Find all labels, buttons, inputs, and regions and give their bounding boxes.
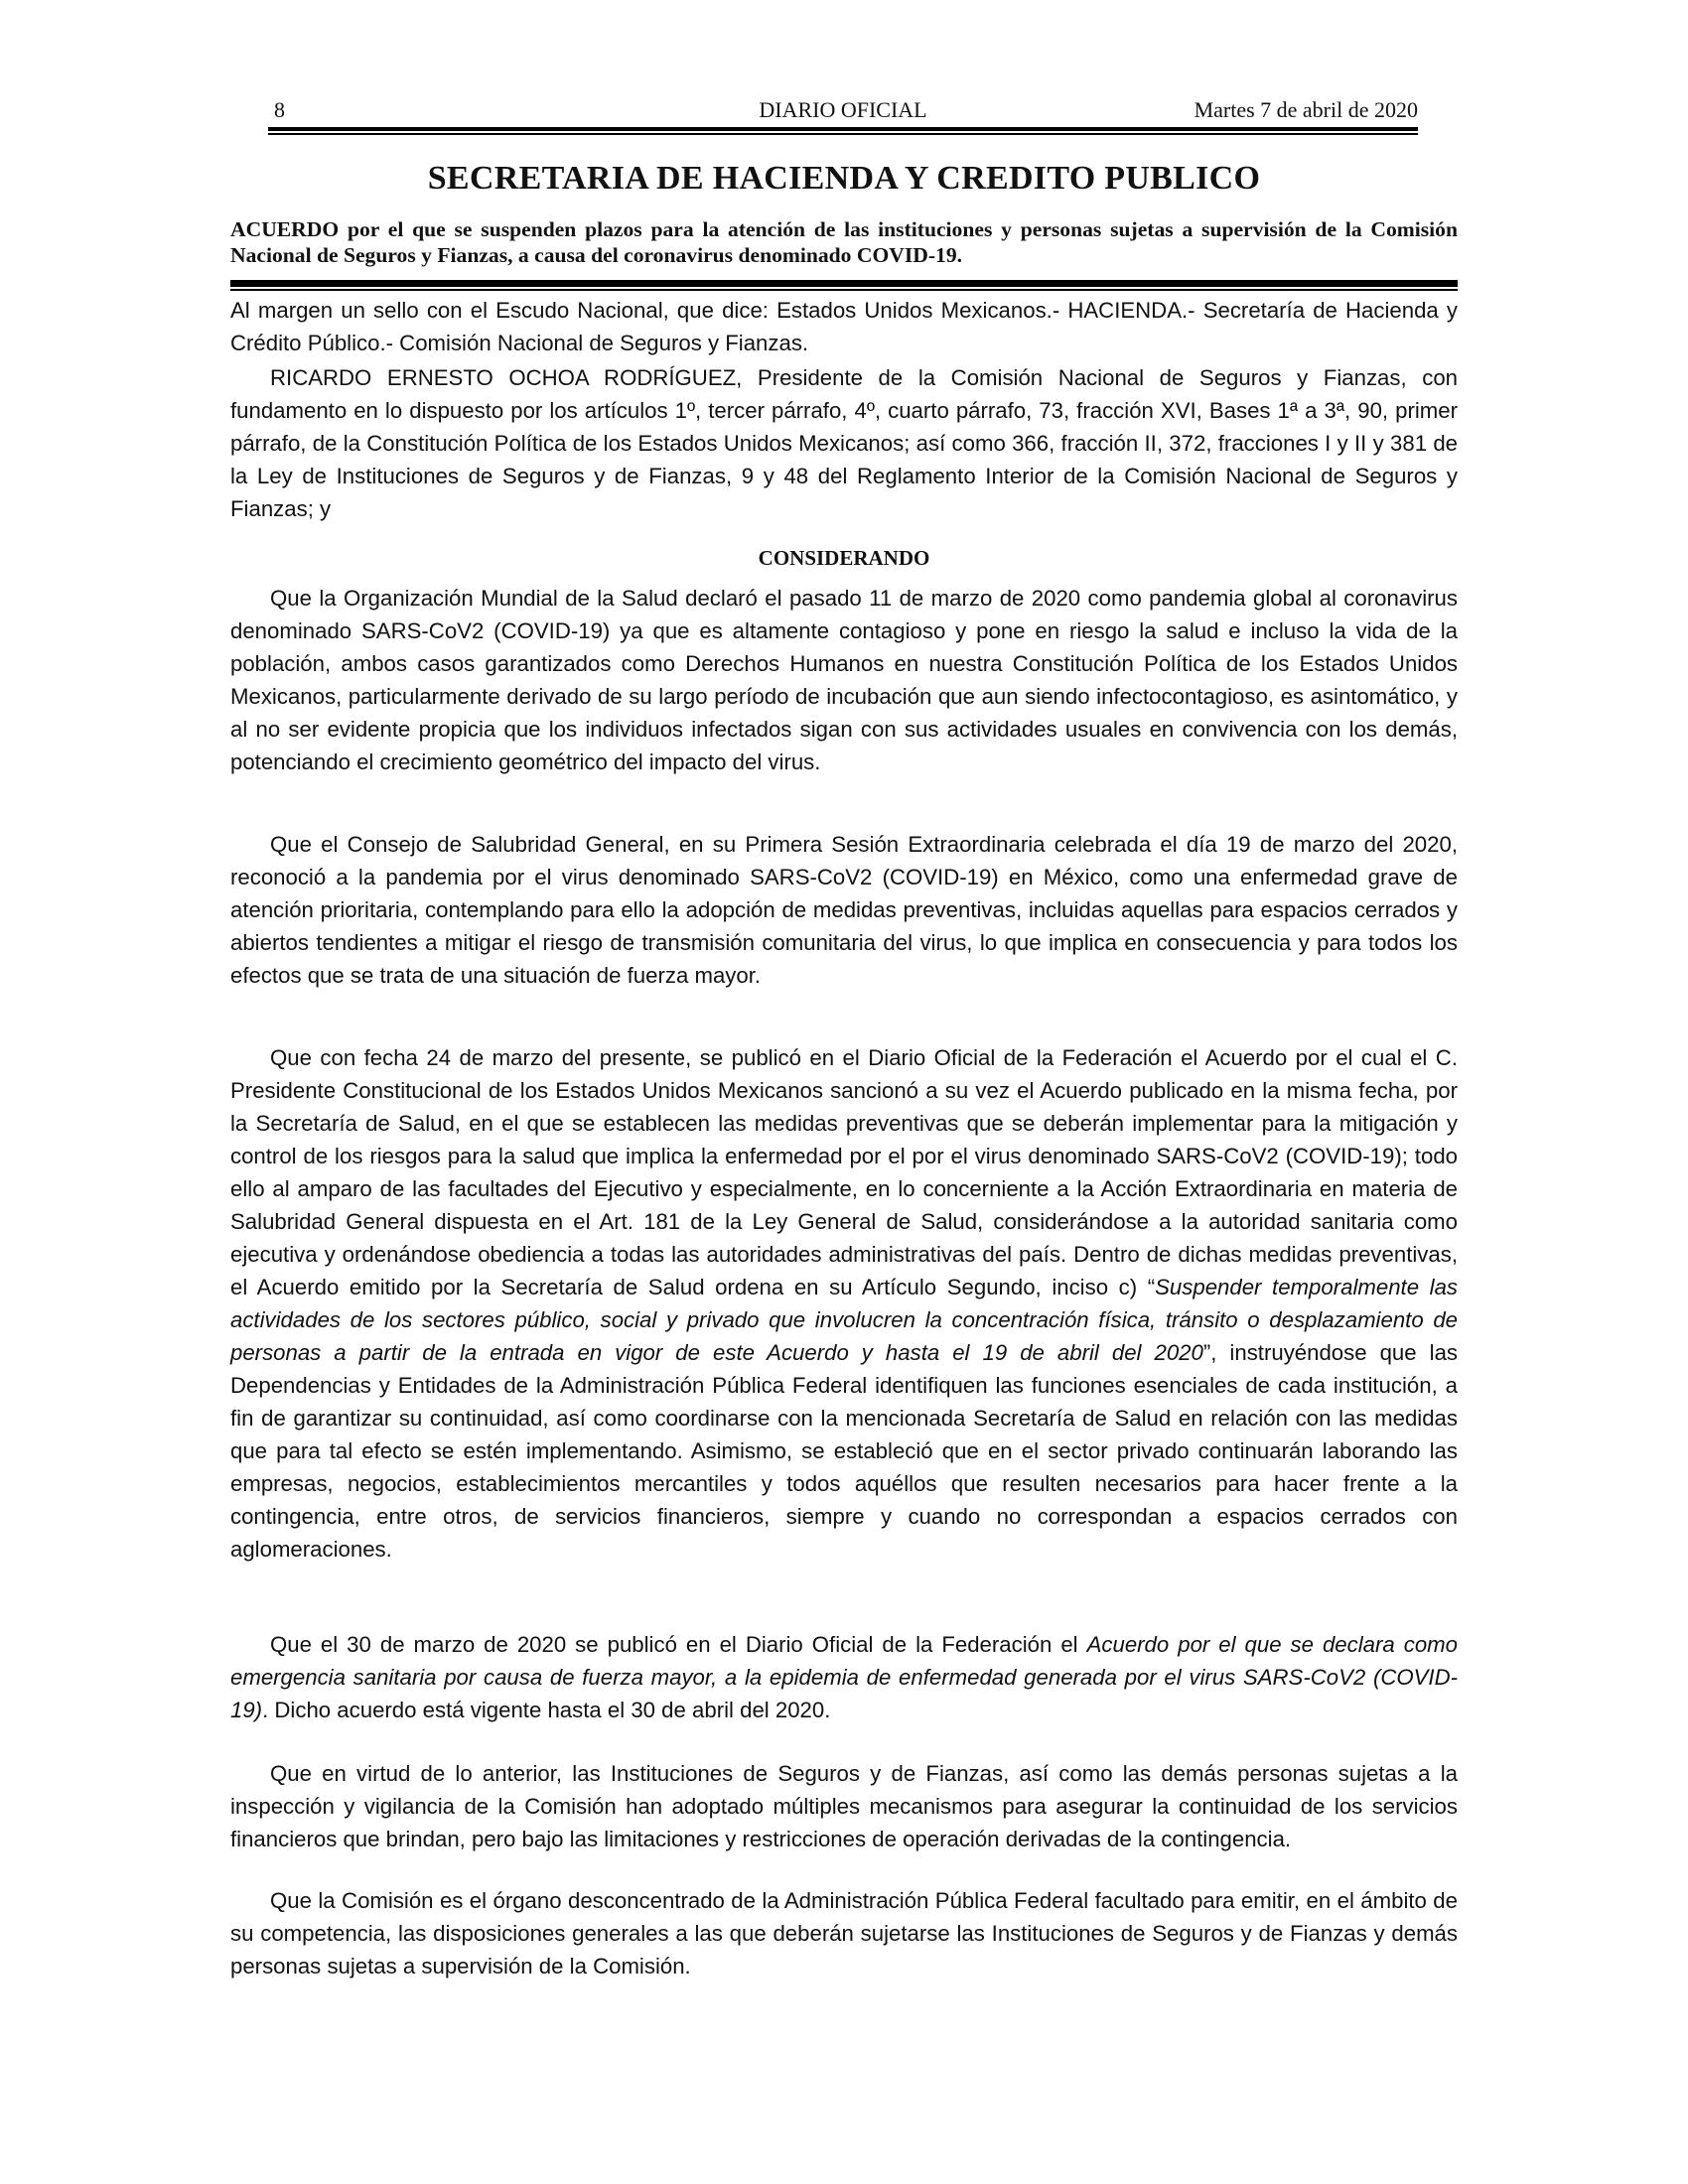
paragraph-3-quote: Suspender temporalmente las actividades de los sectores público, social y privado que involucren la concentración física, tránsito o desplazamiento de personas a partir de la entrada en vigor de este Acuerdo y hasta el 19 de abril del 2020 — [230, 1275, 1458, 1365]
paragraph-3 — [230, 1041, 1458, 1566]
header-double-rule — [268, 127, 1418, 135]
considerando-heading: CONSIDERANDO — [758, 546, 930, 570]
header-rule-thin — [268, 133, 1418, 135]
paragraph-1: Que la Organización Mundial de la Salud declaró el pasado 11 de marzo de 2020 como pandemia global al coronavirus denominado SARS-CoV2 (COVID-19) ya que es altamente contagioso y pone en riesgo la salud e incluso la vida de la población, ambos casos garantizados como Derechos Humanos en nuestra Constitución Política de los Estados Unidos Mexicanos, particularmente derivado de su largo período de incubación que aun siendo infectocontagioso, es asintomático, y al no ser evidente propicia que los individuos infectados sigan con sus actividades usuales en convivencia con los demás, potenciando el crecimiento geométrico del impacto del virus. — [230, 586, 1458, 774]
page-header — [268, 95, 1418, 125]
acuerdo-title: ACUERDO por el que se suspenden plazos para la atención de las instituciones y personas sujetas a supervisión de la Comisión Nacional de Seguros y Fianzas, a causa del coronavirus denominado COVID-19. — [230, 217, 1458, 267]
title-double-rule — [230, 280, 1458, 292]
page-number: 8 — [274, 97, 285, 122]
paragraph-6: Que la Comisión es el órgano desconcentrado de la Administración Pública Federal facultado para emitir, en el ámbito de su competencia, las disposiciones generales a las que deberán sujetarse las Instituciones de Seguros y de Fianzas y demás personas sujetas a supervisión de la Comisión. — [230, 1888, 1458, 1979]
paragraph-2: Que el Consejo de Salubridad General, en su Primera Sesión Extraordinaria celebrada el día 19 de marzo del 2020, reconoció a la pandemia por el virus denominado SARS-CoV2 (COVID-19) en México, como una enfermedad grave de atención prioritaria, contemplando para ello la adopción de medidas preventivas, incluidas aquellas para espacios cerrados y abiertos tendientes a mitigar el riesgo de transmisión comunitaria del virus, lo que implica en consecuencia y para todos los efectos que se trata de una situación de fuerza mayor. — [230, 832, 1458, 988]
paragraph-4 — [230, 1628, 1458, 1726]
paragraph-3-text-a: Que con fecha 24 de marzo del presente, se publicó en el Diario Oficial de la Federación el Acuerdo por el cual el C. Presidente Constitucional de los Estados Unidos Mexicanos sancionó a su vez el Acuerdo publicado en la misma fecha, por la Secretaría de Salud, en el que se establecen las medidas preventivas que se deberán implementar para la mitigación y control de los riesgos para la salud que implica la enfermedad por el por el virus denominado SARS-CoV2 (COVID-19); todo ello al amparo de las facultades del Ejecutivo y especialmente, en lo concerniente a la Acción Extraordinaria en materia de Salubridad General dispuesta en el Art. 181 de la Ley General de Salud, considerándose a la autoridad sanitaria como ejecutiva y ordenándose obediencia a todas las autoridades administrativas del país. Dentro de dichas medidas preventivas, el Acuerdo emitido por la Secretaría de Salud ordena en su Artículo Segundo, inciso c) “ — [230, 1045, 1458, 1299]
title-rule-thin — [230, 289, 1458, 291]
seal-note-paragraph: Al margen un sello con el Escudo Nacional, que dice: Estados Unidos Mexicanos.- HACIENDA.- Secretaría de Hacienda y Crédito Público.- Comisión Nacional de Seguros y Fianzas. — [230, 298, 1458, 355]
publication-name: DIARIO OFICIAL — [759, 97, 927, 122]
title-rule-thick — [230, 280, 1458, 287]
publication-date: Martes 7 de abril de 2020 — [1194, 97, 1418, 122]
paragraph-3-text-b: ”, instruyéndose que las Dependencias y Entidades de la Administración Pública Federal identifiquen las funciones esenciales de cada institución, a fin de garantizar su continuidad, así como coordinarse con la mencionada Secretaría de Salud en relación con las medidas que para tal efecto se estén implementando. Asimismo, se estableció que en el sector privado continuarán laborando las empresas, negocios, establecimientos mercantiles y todos aquéllos que resulten necesarios para hacer frente a la contingencia, entre otros, de servicios financieros, siempre y cuando no correspondan a espacios cerrados con aglomeraciones. — [230, 1340, 1458, 1562]
header-rule-thick — [268, 127, 1418, 131]
paragraph-4-text-b: . Dicho acuerdo está vigente hasta el 30 de abril del 2020. — [262, 1698, 831, 1722]
paragraph-4-quote: Acuerdo por el que se declara como emergencia sanitaria por causa de fuerza mayor, a la epidemia de enfermedad generada por el virus SARS-CoV2 (COVID-19) — [230, 1632, 1458, 1722]
paragraph-4-text-a: Que el 30 de marzo de 2020 se publicó en el Diario Oficial de la Federación el — [270, 1632, 1087, 1657]
preamble-paragraph: RICARDO ERNESTO OCHOA RODRÍGUEZ, Presidente de la Comisión Nacional de Seguros y Fianzas, con fundamento en lo dispuesto por los artículos 1º, tercer párrafo, 4º, cuarto párrafo, 73, fracción XVI, Bases 1ª a 3ª, 90, primer párrafo, de la Constitución Política de los Estados Unidos Mexicanos; así como 366, fracción II, 372, fracciones I y II y 381 de la Ley de Instituciones de Seguros y de Fianzas, 9 y 48 del Reglamento Interior de la Comisión Nacional de Seguros y Fianzas; y — [230, 365, 1458, 521]
paragraph-5: Que en virtud de lo anterior, las Instituciones de Seguros y de Fianzas, así como las demás personas sujetas a la inspección y vigilancia de la Comisión han adoptado múltiples mecanismos para asegurar la continuidad de los servicios financieros que brindan, pero bajo las limitaciones y restricciones de operación derivadas de la contingencia. — [230, 1761, 1458, 1851]
section-title: SECRETARIA DE HACIENDA Y CREDITO PUBLICO — [427, 160, 1261, 197]
